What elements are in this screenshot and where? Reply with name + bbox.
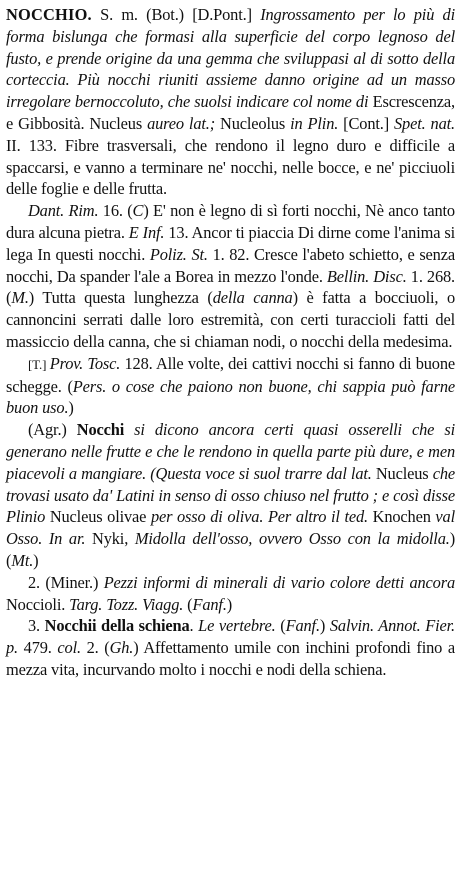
contributor-tag: [Cont.] <box>338 113 394 133</box>
synonyms-text: Escrescenza, e Gibbosità. Nucleus <box>6 92 455 133</box>
citation-tag: Fanf. <box>192 594 227 614</box>
citation-source: E Inf. <box>128 222 165 242</box>
citation-gloss: della canna <box>212 288 293 308</box>
synonym-word: Noccioli. <box>6 594 70 614</box>
citation-tag: Fanf. <box>285 616 320 636</box>
citation-source: Poliz. St. <box>149 244 208 264</box>
citation-text: ) Tutta questa lunghezza ( <box>28 288 213 308</box>
grammar-label: S. m. <box>100 5 138 24</box>
sense-0-paragraph <box>6 4 455 200</box>
etymology-text: che trovasi usato da' Latini in senso di osso chiuso nel frutto ; e così disse Plinio <box>6 463 455 527</box>
citation-source: Bellin. Disc. <box>326 266 407 286</box>
citation-text: ) <box>33 550 39 570</box>
citation-text: 16. ( <box>98 201 133 221</box>
citation-text: 128. Alle volte, dei cattivi nocchi si fanno di buone schegge. ( <box>6 353 456 396</box>
citation-text: ) <box>226 594 233 614</box>
proverb-gloss: Pers. o cose che paiono non buone, chi sappia può farne buon uso. <box>6 376 456 418</box>
citation-text: ) ( <box>6 529 455 570</box>
citation-source: Dant. Rim. <box>28 201 99 221</box>
german-word: Knochen <box>367 507 436 527</box>
latin-source-author: in Plin. <box>290 113 339 133</box>
citation-source: col. <box>57 638 81 658</box>
citation-source: Prov. Tosc. <box>49 353 121 373</box>
citation-text: 13. Ancor ti piaccia Di dirne come l'anima si lega In questi nocchi. <box>6 222 455 264</box>
citation-source: Targ. Tozz. Viagg. <box>69 594 184 614</box>
citation-text: 1. 82. Cresce l'abeto schietto, e senza nocchi, Da spander l'ale a Borea in mezzo l'onde. <box>6 244 455 286</box>
etymology-text: Midolla dell'osso, ovvero Osso con la midolla. <box>134 529 450 549</box>
subentry-term: Nocchii della schiena <box>44 616 190 636</box>
citation-tag: Mt. <box>11 550 34 570</box>
citation-tag: M. <box>11 288 29 308</box>
domain-label: (Bot.) [D.Pont.] <box>137 5 261 24</box>
headword: NOCCHIO. <box>6 5 92 24</box>
citation-text: ) Affettamento umile con inchini profondi fino a mezza vita, incurvando molto i nocchi e nodi della schiena. <box>6 638 455 679</box>
dictionary-entry-nocchio <box>6 4 455 681</box>
sense-number: 2. (Miner.) <box>28 572 104 592</box>
latin-word: Nucleus olivae <box>45 507 151 527</box>
citation-source: Salvin. Annot. Fier. p. <box>6 616 455 658</box>
punctuation: . <box>189 616 199 636</box>
latin-source: aureo lat.; <box>147 113 216 133</box>
arabic-word: Nyki, <box>85 529 135 549</box>
citation-tag: C <box>132 201 144 221</box>
domain-label: (Agr.) <box>28 420 77 440</box>
definition-text: Pezzi informi di minerali di vario colore detti ancora <box>103 572 455 592</box>
citation-text: ) E' non è legno di sì forti nocchi, Nè anco tanto dura alcuna pietra. <box>6 201 455 242</box>
definition-text: Ingrossamento per lo più di forma bislunga che formasi alla superficie del corpo legnoso del fusto, e prende origine da una gemma che sviluppasi al di sotto della corteccia. Più nocchi riuniti assieme danno origine ad un masso irregolare bernoccoluto, che suolsi indicare col nome di <box>6 5 455 112</box>
citation-source: Spet. nat. <box>394 113 455 133</box>
sense-2-paragraph <box>6 572 455 616</box>
etymology-text: Questa voce si suol trarre dal lat. <box>155 463 372 483</box>
citation-text: 1. 268. ( <box>6 266 455 308</box>
latin-word: Nucleus <box>371 463 433 483</box>
sense-3-paragraph <box>6 615 455 680</box>
etymology-text: val Osso. In ar. <box>6 507 455 549</box>
subentry-term: Nocchi <box>76 420 125 440</box>
citation-text: ( <box>183 594 193 614</box>
citation-text: II. 133. Fibre trasversali, che rendono il legno duro e difficile a spaccarsi, e vanno a terminare ne' nocchi, nelle bocce, e ne' picciuoli delle foglie e delle frutta. <box>6 135 455 199</box>
citation-text: ( <box>275 616 286 636</box>
citations-paragraph <box>6 200 455 353</box>
citation-text: 479. <box>18 638 58 658</box>
definition-text: si dicono ancora certi quasi osserelli che si generano nelle frutte e che le rendono in quella parte più dure, e men piacevoli a mangiare. ( <box>6 420 455 483</box>
latin-word: Nucleolus <box>215 113 291 133</box>
citation-text: ) è fatta a bocciuoli, o cannoncini serrati dalle loro estremità, con certi turaccioli fatti del massiccio della canna, che si chiaman nodi, o nocchi della medesima. <box>6 288 455 351</box>
citation-text: 2. ( <box>80 638 110 658</box>
citation-tag: Gh. <box>109 638 134 658</box>
tosc-paragraph <box>6 353 455 419</box>
citation-text: ) <box>319 616 330 636</box>
citation-text: ) <box>68 398 74 418</box>
definition-text: Le vertebre. <box>198 616 276 636</box>
sense-number: 3. <box>28 616 45 636</box>
etymology-text: per osso di oliva. Per altro il ted. <box>150 507 368 527</box>
tommaseo-tag: [T.] <box>28 356 50 372</box>
agr-paragraph <box>6 419 455 572</box>
